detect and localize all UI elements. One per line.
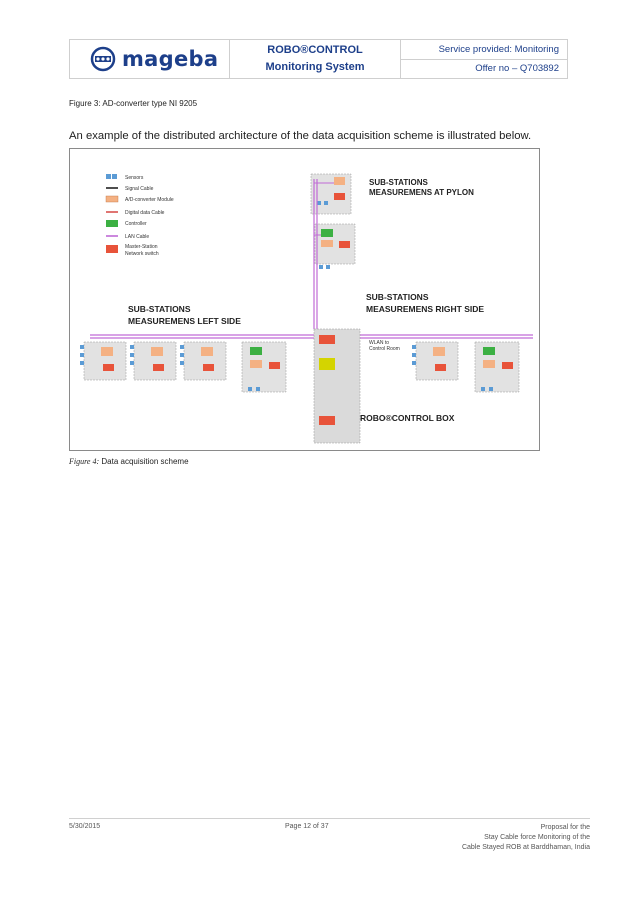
footer-page-number: Page 12 of 37 <box>285 823 329 830</box>
figure-4-text: Data acquisition scheme <box>101 457 189 466</box>
header-info <box>401 40 567 78</box>
right-substations <box>412 342 519 392</box>
figure-4-caption <box>69 457 189 466</box>
footer-proposal <box>462 823 590 853</box>
product-name: ROBO®CONTROL <box>267 44 363 56</box>
left-label-line2: MEASUREMENS LEFT SIDE <box>128 316 241 326</box>
offer-number: Offer no – Q703892 <box>401 59 567 79</box>
legend-master-station: Master-Station <box>125 244 158 250</box>
mageba-logo <box>70 40 230 78</box>
mageba-logo-icon <box>90 46 116 72</box>
page-footer <box>69 818 590 851</box>
pylon-substations <box>311 174 474 274</box>
legend-network-switch: Network switch <box>125 251 159 257</box>
page-header <box>69 39 568 79</box>
right-label-line2: MEASUREMENS RIGHT SIDE <box>366 304 485 314</box>
logo-wordmark: mageba <box>122 47 219 71</box>
left-label-line1: SUB-STATIONS <box>128 304 191 314</box>
legend-signal-cable: Signal Cable <box>125 186 154 192</box>
diagram-legend <box>106 174 174 257</box>
product-subtitle: Monitoring System <box>265 61 365 73</box>
architecture-svg <box>70 149 540 451</box>
figure-4-label: Figure 4: <box>69 457 100 466</box>
legend-adc: A/D-converter Module <box>125 197 174 203</box>
legend-lan-cable: LAN Cable <box>125 234 150 240</box>
pylon-label-line2: MEASUREMENS AT PYLON <box>369 188 474 197</box>
footer-proposal-line1: Proposal for the <box>540 824 590 831</box>
footer-date: 5/30/2015 <box>69 823 101 830</box>
wlan-label-line2: Control Room <box>369 346 400 352</box>
intro-paragraph: An example of the distributed architecture of the data acquisition scheme is illustrated below. <box>69 130 532 142</box>
footer-proposal-line2: Stay Cable force Monitoring of the <box>484 834 590 841</box>
legend-digital-cable: Digital data Cable <box>125 210 165 216</box>
box-label: ROBO®CONTROL BOX <box>360 413 455 423</box>
service-text: Service provided: Monitoring <box>438 43 559 55</box>
legend-sensors: Sensors <box>125 175 144 181</box>
left-substations <box>80 342 286 392</box>
legend-controller: Controller <box>125 221 147 227</box>
wlan-label-line1: WLAN to <box>369 340 390 346</box>
pylon-label-line1: SUB-STATIONS <box>369 178 428 187</box>
right-label-line1: SUB-STATIONS <box>366 292 429 302</box>
footer-proposal-line3: Cable Stayed ROB at Barddhaman, India <box>461 844 590 851</box>
figure-3-caption: Figure 3: AD-converter type NI 9205 <box>69 99 198 108</box>
product-title <box>230 40 401 78</box>
lan-bus <box>90 335 533 338</box>
architecture-diagram <box>69 148 540 451</box>
